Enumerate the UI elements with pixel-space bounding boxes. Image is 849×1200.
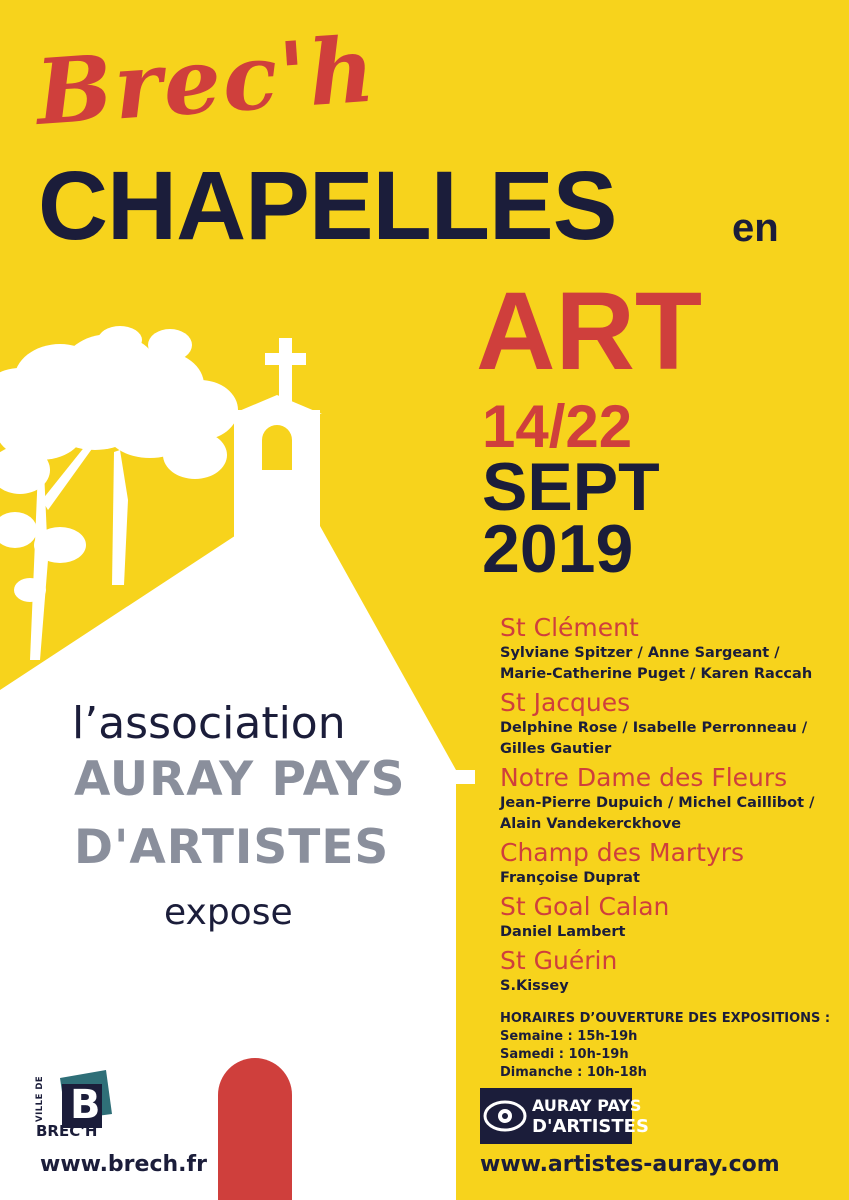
artist-line: Daniel Lambert <box>500 924 626 940</box>
artist-line: Sylviane Spitzer / Anne Sargeant / <box>500 645 780 661</box>
chapel-door <box>218 1058 292 1200</box>
title-art: ART <box>476 270 703 393</box>
opening-hours <box>500 1010 830 1082</box>
hours-weekday: Semaine : 15h-19h <box>500 1029 638 1044</box>
title-connector-en: en <box>732 206 779 250</box>
eye-icon <box>480 1088 530 1144</box>
brech-logo-vertical-text: VILLE DE <box>35 1075 45 1122</box>
association-intro: l’association <box>72 698 346 749</box>
footer-url-brech[interactable]: www.brech.fr <box>40 1152 207 1177</box>
chapel-artists <box>500 718 835 760</box>
artist-line: Gilles Gautier <box>500 741 612 757</box>
chapel-list <box>500 612 835 999</box>
artist-line: S.Kissey <box>500 978 569 994</box>
chapel-name: St Goal Calan <box>500 892 670 921</box>
hours-saturday: Samedi : 10h-19h <box>500 1047 629 1062</box>
apa-logo-line1: AURAY PAYS <box>532 1096 642 1115</box>
title-script-brech: Brec'h <box>32 16 380 146</box>
hours-heading: HORAIRES D’OUVERTURE DES EXPOSITIONS : <box>500 1011 831 1026</box>
chapel-entry <box>500 687 835 760</box>
artist-line: Alain Vandekerckhove <box>500 816 682 832</box>
date-range: 14/22 <box>482 393 633 460</box>
chapel-entry <box>500 612 835 685</box>
chapel-entry <box>500 762 835 835</box>
apa-logo-line2: D'ARTISTES <box>532 1116 649 1137</box>
chapel-name: Champ des Martyrs <box>500 838 745 867</box>
chapel-name: St Clément <box>500 613 639 642</box>
apa-logo <box>480 1088 649 1144</box>
footer-url-artistes[interactable]: www.artistes-auray.com <box>480 1152 780 1177</box>
chapel-name: Notre Dame des Fleurs <box>500 763 788 792</box>
chapel-entry <box>500 945 835 997</box>
title-chapelles: CHAPELLES <box>38 151 617 260</box>
bell-window <box>262 425 292 470</box>
artist-line: Marie-Catherine Puget / Karen Raccah <box>500 666 813 682</box>
association-name-line2: D'ARTISTES <box>74 820 390 875</box>
association-name-line1: AURAY PAYS <box>74 752 406 807</box>
chapel-artists <box>500 922 835 943</box>
date-year: 2019 <box>482 511 634 587</box>
brech-logo-name: BREC'H <box>36 1122 98 1140</box>
chapel-artists <box>500 793 835 835</box>
association-verb: expose <box>164 892 293 933</box>
chapel-artists <box>500 868 835 889</box>
chapel-entry <box>500 837 835 889</box>
brech-logo-letter: B <box>70 1082 101 1128</box>
artist-line: Jean-Pierre Dupuich / Michel Caillibot / <box>500 795 815 811</box>
chapel-artists <box>500 976 835 997</box>
chapel-name: St Guérin <box>500 946 618 975</box>
chapel-name: St Jacques <box>500 688 631 717</box>
chapel-entry <box>500 891 835 943</box>
hours-sunday: Dimanche : 10h-18h <box>500 1065 647 1080</box>
artist-line: Delphine Rose / Isabelle Perronneau / <box>500 720 808 736</box>
date-month: SEPT <box>482 449 660 525</box>
chapel-artists <box>500 643 835 685</box>
artist-line: Françoise Duprat <box>500 870 640 886</box>
